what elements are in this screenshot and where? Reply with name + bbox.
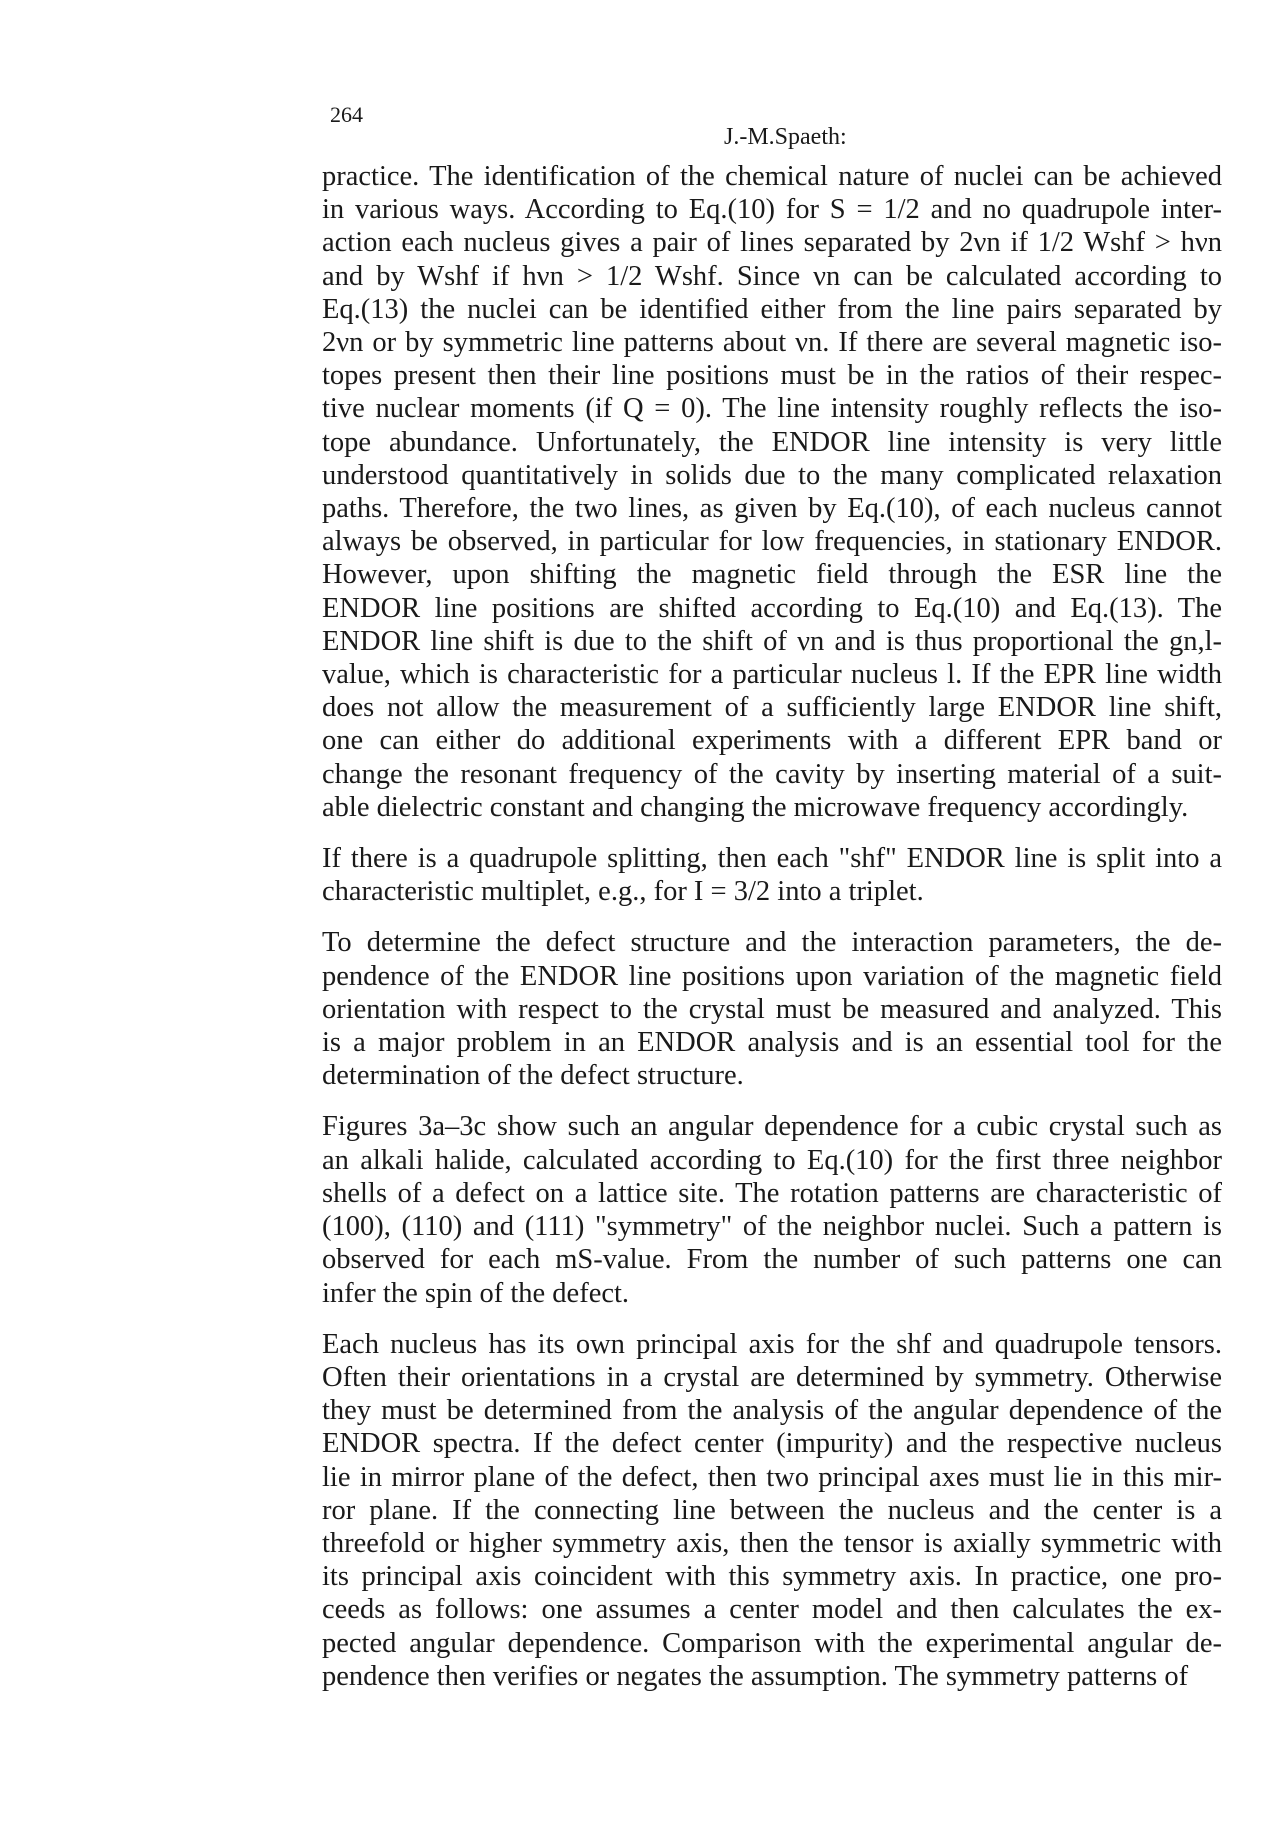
text-line: ENDOR line shift is due to the shift of νn and is thus proportional the gn,l- [322, 625, 1222, 657]
text-line: change the resonant frequency of the cavity by inserting material of a suit- [322, 758, 1222, 790]
text-line: To determine the defect structure and the interaction parameters, the de- [322, 927, 1222, 959]
text-line: understood quantitatively in solids due to the many complicated relaxation [322, 459, 1222, 491]
text-line: ENDOR line positions are shifted according to Eq.(10) and Eq.(13). The [322, 592, 1222, 624]
text-line: one can either do additional experiments with a different EPR band or [322, 725, 1222, 757]
text-line: Each nucleus has its own principal axis for the shf and quadrupole tensors. [322, 1328, 1222, 1360]
body-text [322, 160, 1222, 1711]
text-line: infer the spin of the defect. [322, 1277, 630, 1309]
text-line: determination of the defect structure. [322, 1060, 744, 1092]
text-line: is a major problem in an ENDOR analysis and is an essential tool for the [322, 1027, 1222, 1059]
text-line: does not allow the measurement of a sufficiently large ENDOR line shift, [322, 692, 1222, 724]
text-line: Eq.(13) the nuclei can be identified either from the line pairs separated by [322, 293, 1222, 325]
text-line: an alkali halide, calculated according to Eq.(10) for the first three neighbor [322, 1144, 1222, 1176]
page-number: 264 [330, 102, 363, 127]
text-line: Figures 3a–3c show such an angular dependence for a cubic crystal such as [322, 1111, 1222, 1143]
text-line: tive nuclear moments (if Q = 0). The line intensity roughly reflects the iso- [322, 393, 1222, 425]
running-head: J.-M.Spaeth: [724, 124, 847, 150]
text-line: shells of a defect on a lattice site. The rotation patterns are characteristic of [322, 1177, 1222, 1209]
text-line: and by Wshf if hνn > 1/2 Wshf. Since νn can be calculated according to [322, 260, 1222, 292]
text-line: (100), (110) and (111) "symmetry" of the neighbor nuclei. Such a pattern is [322, 1211, 1222, 1243]
text-line: characteristic multiplet, e.g., for I = 3/2 into a triplet. [322, 876, 924, 908]
text-line: in various ways. According to Eq.(10) for S = 1/2 and no quadrupole inter- [322, 194, 1222, 226]
text-line: Often their orientations in a crystal are determined by symmetry. Otherwise [322, 1361, 1222, 1393]
text-line: paths. Therefore, the two lines, as given by Eq.(10), of each nucleus cannot [322, 493, 1222, 525]
text-line: they must be determined from the analysis of the angular dependence of the [322, 1395, 1222, 1427]
text-line: pected angular dependence. Comparison with the experimental angular de- [322, 1627, 1222, 1659]
text-line: action each nucleus gives a pair of lines separated by 2νn if 1/2 Wshf > hνn [322, 227, 1222, 259]
paragraph [322, 1110, 1222, 1309]
text-line: always be observed, in particular for low frequencies, in stationary ENDOR. [322, 526, 1222, 558]
paragraph [322, 842, 1222, 908]
text-line: its principal axis coincident with this symmetry axis. In practice, one pro- [322, 1561, 1222, 1593]
text-line: orientation with respect to the crystal must be measured and analyzed. This [322, 993, 1222, 1025]
text-line: pendence then verifies or negates the assumption. The symmetry patterns of [322, 1660, 1189, 1692]
page-header [330, 102, 1210, 150]
text-line: If there is a quadrupole splitting, then each "shf" ENDOR line is split into a [322, 843, 1222, 875]
text-line: pendence of the ENDOR line positions upon variation of the magnetic field [322, 960, 1222, 992]
text-line: However, upon shifting the magnetic field through the ESR line the [322, 559, 1222, 591]
text-line: able dielectric constant and changing the microwave frequency accordingly. [322, 791, 1189, 823]
paragraph [322, 926, 1222, 1092]
text-line: value, which is characteristic for a particular nucleus l. If the EPR line width [322, 659, 1222, 691]
text-line: ror plane. If the connecting line between the nucleus and the center is a [322, 1494, 1222, 1526]
text-line: lie in mirror plane of the defect, then two principal axes must lie in this mir- [322, 1461, 1222, 1493]
text-line: observed for each mS-value. From the number of such patterns one can [322, 1244, 1222, 1276]
paragraph [322, 160, 1222, 824]
text-line: ENDOR spectra. If the defect center (impurity) and the respective nucleus [322, 1428, 1222, 1460]
paragraph [322, 1328, 1222, 1693]
text-line: practice. The identification of the chemical nature of nuclei can be achieved [322, 161, 1222, 192]
text-line: threefold or higher symmetry axis, then the tensor is axially symmetric with [322, 1527, 1222, 1559]
text-line: ceeds as follows: one assumes a center model and then calculates the ex- [322, 1594, 1222, 1626]
text-line: tope abundance. Unfortunately, the ENDOR line intensity is very little [322, 426, 1222, 458]
text-line: topes present then their line positions must be in the ratios of their respec- [322, 360, 1222, 392]
text-line: 2νn or by symmetric line patterns about νn. If there are several magnetic iso- [322, 327, 1222, 359]
